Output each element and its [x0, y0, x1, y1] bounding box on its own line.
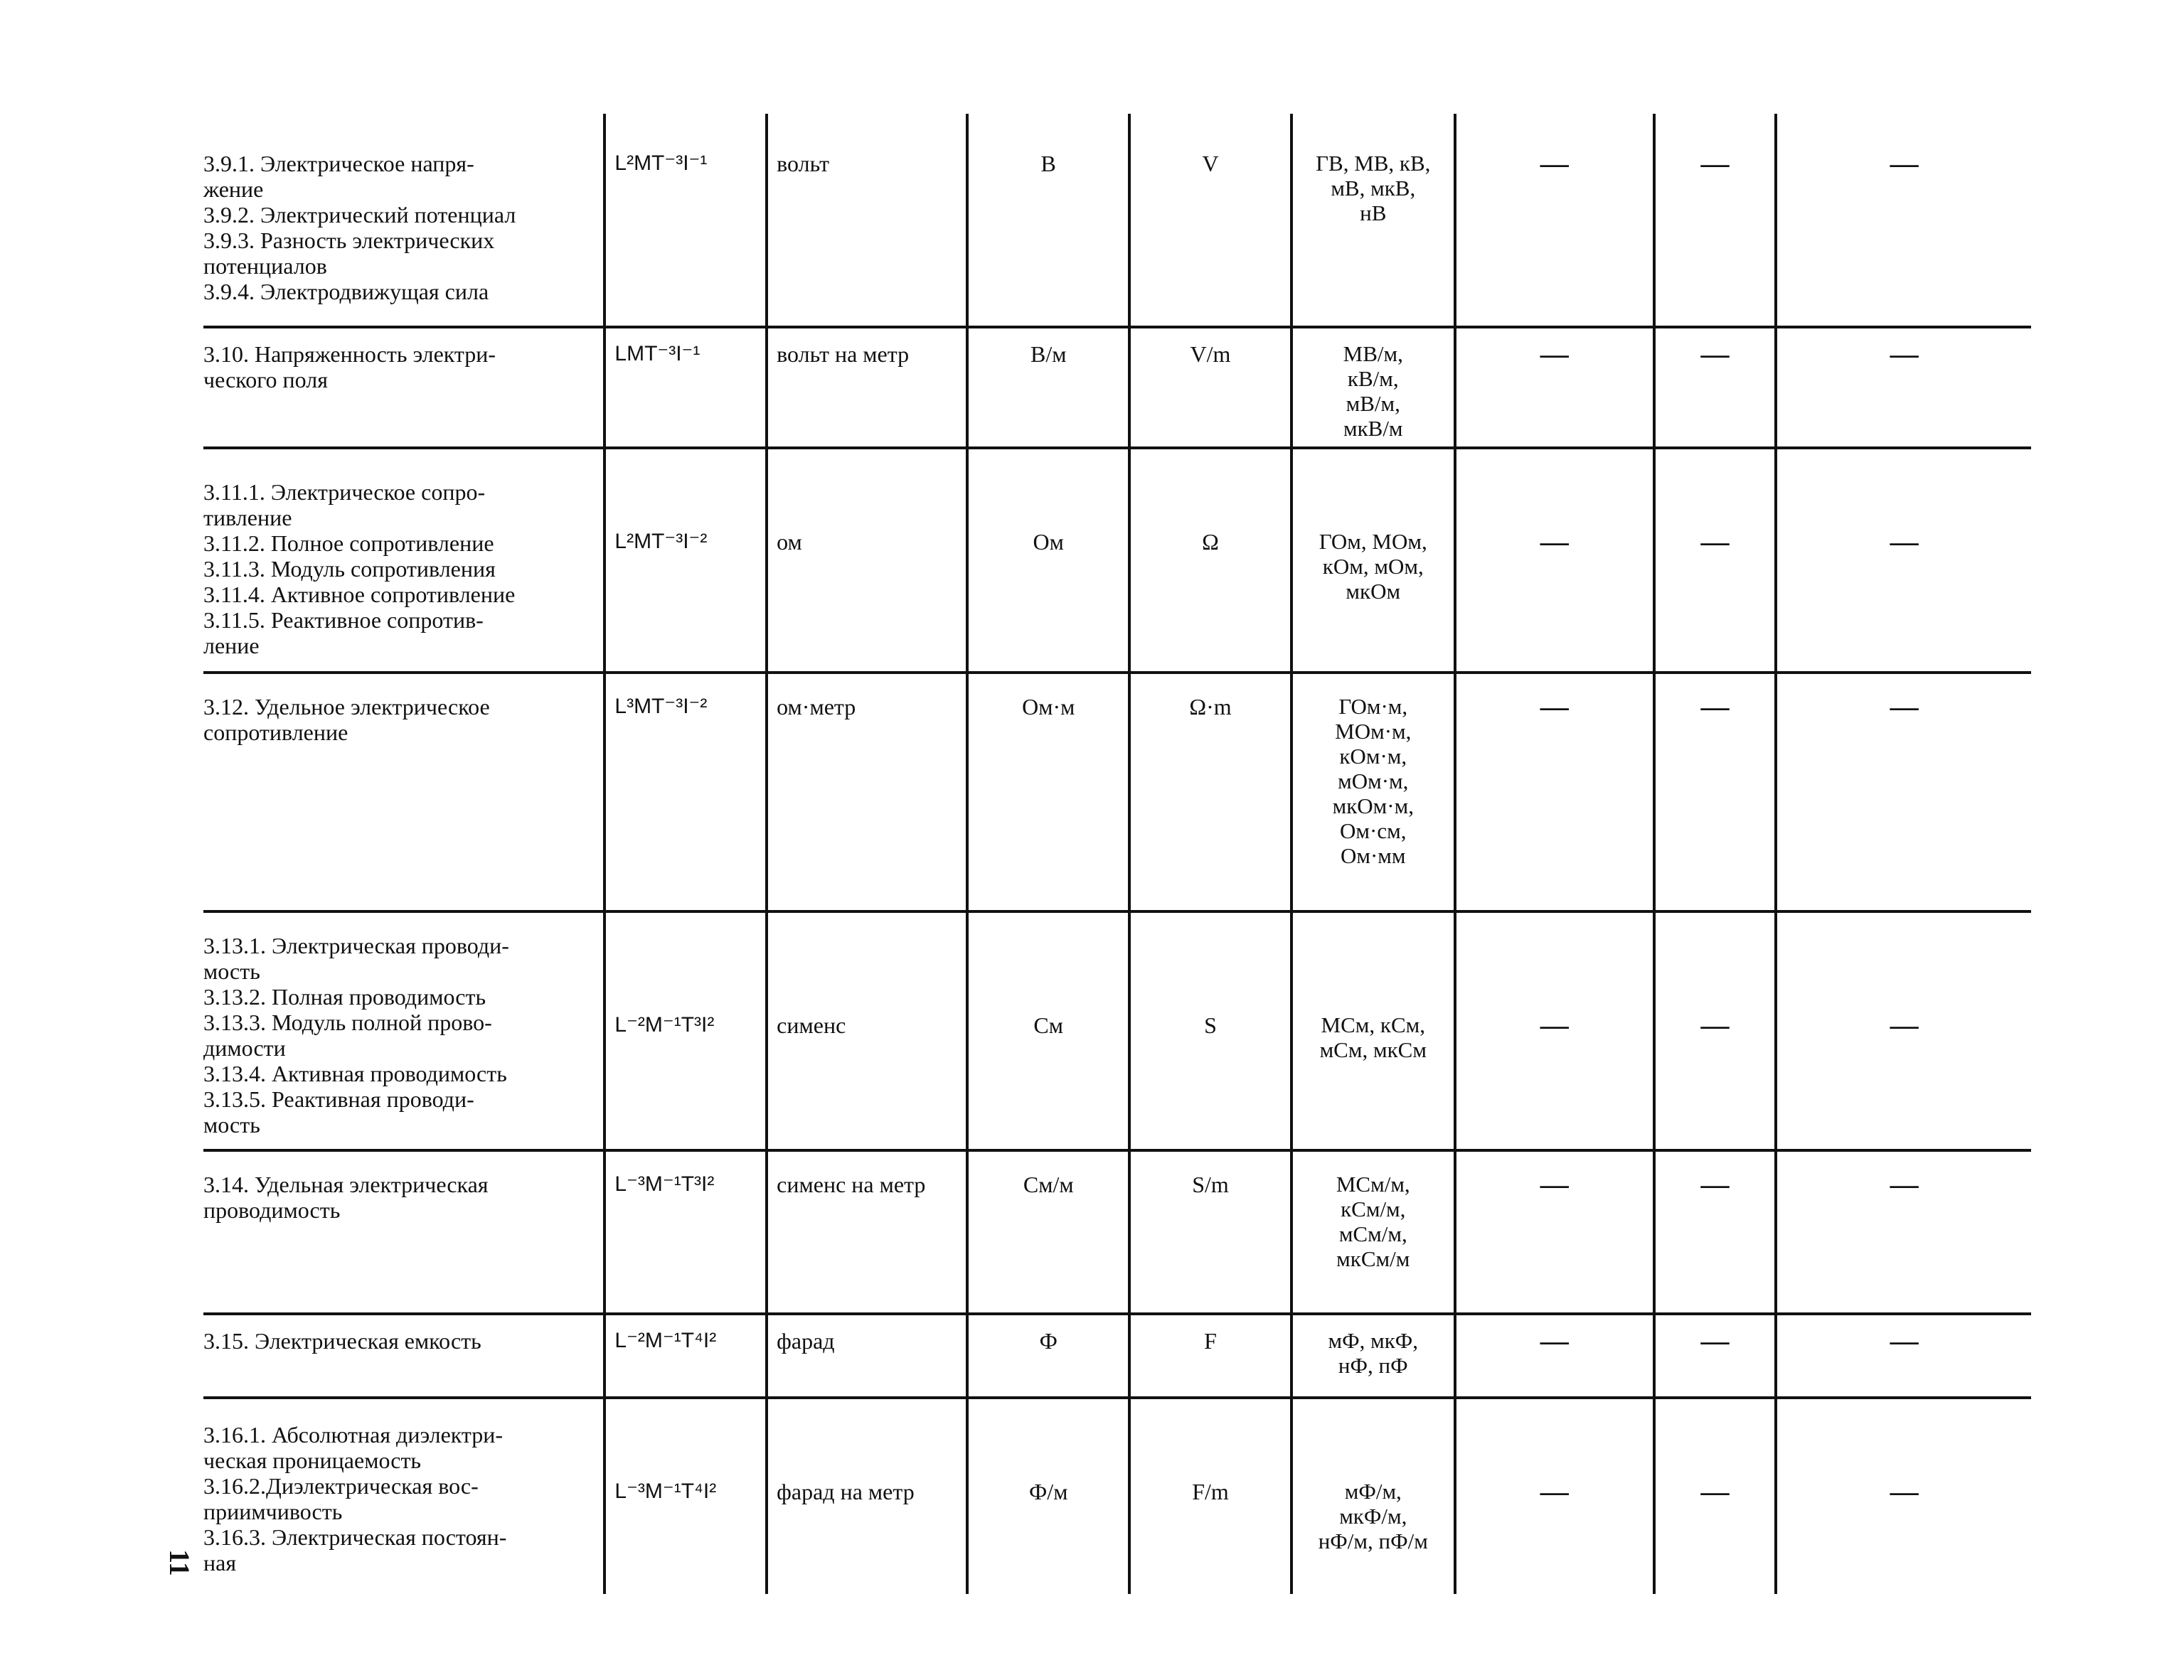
quantity-name-line: 3.13.5. Реактивная проводи-: [203, 1086, 474, 1112]
quantity-name-line: 3.13.3. Модуль полной прово-: [203, 1010, 492, 1035]
dash-cell: —: [1455, 911, 1654, 1150]
multiple-unit-line: мкСм/м: [1336, 1246, 1410, 1271]
multiple-unit-line: Ом·см,: [1340, 818, 1407, 843]
multiple-unit-line: МВ/м,: [1343, 341, 1403, 366]
table-row: [203, 327, 2031, 448]
multiple-unit-line: МОм·м,: [1335, 719, 1412, 744]
ru-symbol-cell: В: [967, 114, 1129, 327]
quantity-name-line: 3.16.1. Абсолютная диэлектри-: [203, 1422, 504, 1448]
int-symbol-cell: S: [1129, 911, 1291, 1150]
int-symbol-cell: Ω: [1129, 448, 1291, 673]
quantity-name-line: 3.13.4. Активная проводимость: [203, 1061, 507, 1086]
dash-cell: —: [1776, 911, 2031, 1150]
quantity-name-line: ческая проницаемость: [203, 1448, 422, 1473]
quantity-name-line: мость: [203, 1112, 260, 1138]
dash-cell: —: [1455, 673, 1654, 911]
unit-name-cell: вольт: [767, 114, 967, 327]
quantity-name-cell: [203, 1398, 604, 1594]
quantity-name-line: димости: [203, 1035, 286, 1061]
multiple-unit-line: мСм, мкСм: [1319, 1037, 1427, 1062]
multiple-unit-line: ГВ, МВ, кВ,: [1316, 151, 1431, 176]
multiple-unit-line: мкОм: [1346, 579, 1401, 604]
quantity-name-line: 3.11.2. Полное сопротивление: [203, 530, 494, 556]
multiple-unit-line: мкВ/м: [1343, 416, 1403, 441]
quantity-name-line: 3.11.4. Активное сопротивление: [203, 582, 516, 607]
multiple-unit-line: мкОм·м,: [1332, 793, 1414, 818]
dimension-cell: LMT⁻³I⁻¹: [604, 327, 767, 448]
multiple-unit-line: мкФ/м,: [1339, 1504, 1407, 1529]
multiple-unit-line: ГОм·м,: [1338, 694, 1408, 719]
quantity-name-line: 3.11.5. Реактивное сопротив-: [203, 607, 484, 633]
quantity-name-line: 3.16.2.Диэлектрическая вос-: [203, 1473, 479, 1499]
ru-symbol-cell: См: [967, 911, 1129, 1150]
dash-cell: —: [1455, 1314, 1654, 1398]
dimension-cell: L⁻²M⁻¹T³I²: [604, 911, 767, 1150]
table-row: [203, 911, 2031, 1150]
multiple-unit-line: кОм·м,: [1339, 744, 1407, 769]
table-row: [203, 114, 2031, 327]
quantity-name-line: ческого поля: [203, 367, 328, 392]
units-table: [203, 114, 2031, 1594]
table-row: [203, 1314, 2031, 1398]
dash-cell: —: [1455, 1150, 1654, 1314]
dash-cell: —: [1776, 327, 2031, 448]
dimension-cell: L²MT⁻³I⁻¹: [604, 114, 767, 327]
multiple-unit-line: МСм, кСм,: [1321, 1012, 1425, 1037]
int-symbol-cell: V/m: [1129, 327, 1291, 448]
quantity-name-line: 3.10. Напряженность электри-: [203, 341, 496, 367]
quantity-name-line: 3.13.2. Полная проводимость: [203, 984, 486, 1010]
quantity-name-line: 3.13.1. Электрическая проводи-: [203, 933, 509, 958]
quantity-name-line: мость: [203, 958, 260, 984]
multiples-cell: [1291, 1150, 1455, 1314]
dash-cell: —: [1654, 1314, 1776, 1398]
dash-cell: —: [1654, 1398, 1776, 1594]
multiple-unit-line: кСм/м,: [1341, 1197, 1406, 1221]
quantity-name-line: 3.9.4. Электродвижущая сила: [203, 279, 489, 304]
quantity-name-line: ление: [203, 633, 260, 658]
multiple-unit-line: мВ, мкВ,: [1331, 176, 1416, 200]
multiple-unit-line: мСм/м,: [1338, 1221, 1407, 1246]
multiple-unit-line: ГОм, МОм,: [1319, 529, 1427, 554]
ru-symbol-cell: Ом·м: [967, 673, 1129, 911]
table-body: [203, 114, 2031, 1594]
dimension-cell: L⁻²M⁻¹T⁴I²: [604, 1314, 767, 1398]
quantity-name-cell: [203, 1150, 604, 1314]
quantity-name-line: приимчивость: [203, 1499, 343, 1524]
dimension-cell: L⁻³M⁻¹T³I²: [604, 1150, 767, 1314]
int-symbol-cell: F: [1129, 1314, 1291, 1398]
multiple-unit-line: мВ/м,: [1346, 391, 1400, 416]
unit-name-cell: ом: [767, 448, 967, 673]
dimension-cell: L⁻³M⁻¹T⁴I²: [604, 1398, 767, 1594]
multiples-cell: [1291, 673, 1455, 911]
multiples-cell: [1291, 327, 1455, 448]
quantity-name-line: жение: [203, 176, 264, 202]
quantity-name-line: 3.12. Удельное электрическое: [203, 694, 490, 719]
dash-cell: —: [1654, 911, 1776, 1150]
table-row: [203, 448, 2031, 673]
ru-symbol-cell: Ом: [967, 448, 1129, 673]
unit-name-cell: фарад: [767, 1314, 967, 1398]
multiple-unit-line: нФ, пФ: [1338, 1353, 1408, 1378]
dash-cell: —: [1776, 448, 2031, 673]
quantity-name-cell: [203, 911, 604, 1150]
multiples-cell: [1291, 911, 1455, 1150]
quantity-name-line: проводимость: [203, 1197, 341, 1223]
quantity-name-line: потенциалов: [203, 253, 327, 279]
dash-cell: —: [1776, 673, 2031, 911]
ru-symbol-cell: Ф/м: [967, 1398, 1129, 1594]
dash-cell: —: [1455, 114, 1654, 327]
quantity-name-line: 3.14. Удельная электрическая: [203, 1172, 489, 1197]
multiple-unit-line: мФ, мкФ,: [1328, 1328, 1419, 1353]
multiple-unit-line: Ом·мм: [1340, 843, 1406, 868]
page-number: 11: [164, 1549, 196, 1576]
unit-name-cell: сименс на метр: [767, 1150, 967, 1314]
quantity-name-line: сопротивление: [203, 719, 348, 745]
multiples-cell: [1291, 1398, 1455, 1594]
ru-symbol-cell: Ф: [967, 1314, 1129, 1398]
quantity-name-cell: [203, 114, 604, 327]
dash-cell: —: [1776, 1398, 2031, 1594]
dash-cell: —: [1654, 448, 1776, 673]
multiple-unit-line: нВ: [1360, 200, 1387, 225]
dash-cell: —: [1654, 114, 1776, 327]
ru-symbol-cell: В/м: [967, 327, 1129, 448]
quantity-name-cell: [203, 1314, 604, 1398]
quantity-name-cell: [203, 327, 604, 448]
multiple-unit-line: кВ/м,: [1347, 366, 1399, 391]
ru-symbol-cell: См/м: [967, 1150, 1129, 1314]
dimension-cell: L³MT⁻³I⁻²: [604, 673, 767, 911]
unit-name-cell: сименс: [767, 911, 967, 1150]
multiple-unit-line: МСм/м,: [1336, 1172, 1410, 1197]
dash-cell: —: [1654, 327, 1776, 448]
dash-cell: —: [1654, 673, 1776, 911]
unit-name-cell: вольт на метр: [767, 327, 967, 448]
multiple-unit-line: нФ/м, пФ/м: [1318, 1529, 1428, 1553]
table-row: [203, 1150, 2031, 1314]
int-symbol-cell: Ω·m: [1129, 673, 1291, 911]
quantity-name-line: 3.11.3. Модуль сопротивления: [203, 556, 496, 582]
quantity-name-line: 3.9.3. Разность электрических: [203, 228, 495, 253]
int-symbol-cell: S/m: [1129, 1150, 1291, 1314]
unit-name-cell: фарад на метр: [767, 1398, 967, 1594]
table-row: [203, 673, 2031, 911]
quantity-name-cell: [203, 673, 604, 911]
int-symbol-cell: F/m: [1129, 1398, 1291, 1594]
multiples-cell: [1291, 448, 1455, 673]
quantity-name-line: 3.16.3. Электрическая постоян-: [203, 1524, 507, 1550]
dash-cell: —: [1455, 1398, 1654, 1594]
multiples-cell: [1291, 1314, 1455, 1398]
quantity-name-line: тивление: [203, 505, 292, 530]
dash-cell: —: [1455, 448, 1654, 673]
quantity-name-line: ная: [203, 1550, 237, 1575]
quantity-name-line: 3.9.1. Электрическое напря-: [203, 151, 474, 176]
quantity-name-line: 3.9.2. Электрический потенциал: [203, 202, 516, 228]
int-symbol-cell: V: [1129, 114, 1291, 327]
multiple-unit-line: мОм·м,: [1338, 769, 1409, 793]
dash-cell: —: [1455, 327, 1654, 448]
quantity-name-line: 3.11.1. Электрическое сопро-: [203, 479, 486, 505]
dash-cell: —: [1776, 1314, 2031, 1398]
dash-cell: —: [1654, 1150, 1776, 1314]
table-row: [203, 1398, 2031, 1594]
dash-cell: —: [1776, 1150, 2031, 1314]
dimension-cell: L²MT⁻³I⁻²: [604, 448, 767, 673]
quantity-name-cell: [203, 448, 604, 673]
quantity-name-line: 3.15. Электрическая емкость: [203, 1328, 481, 1354]
multiples-cell: [1291, 114, 1455, 327]
multiple-unit-line: кОм, мОм,: [1322, 554, 1424, 579]
unit-name-cell: ом·метр: [767, 673, 967, 911]
dash-cell: —: [1776, 114, 2031, 327]
multiple-unit-line: мФ/м,: [1344, 1479, 1402, 1504]
